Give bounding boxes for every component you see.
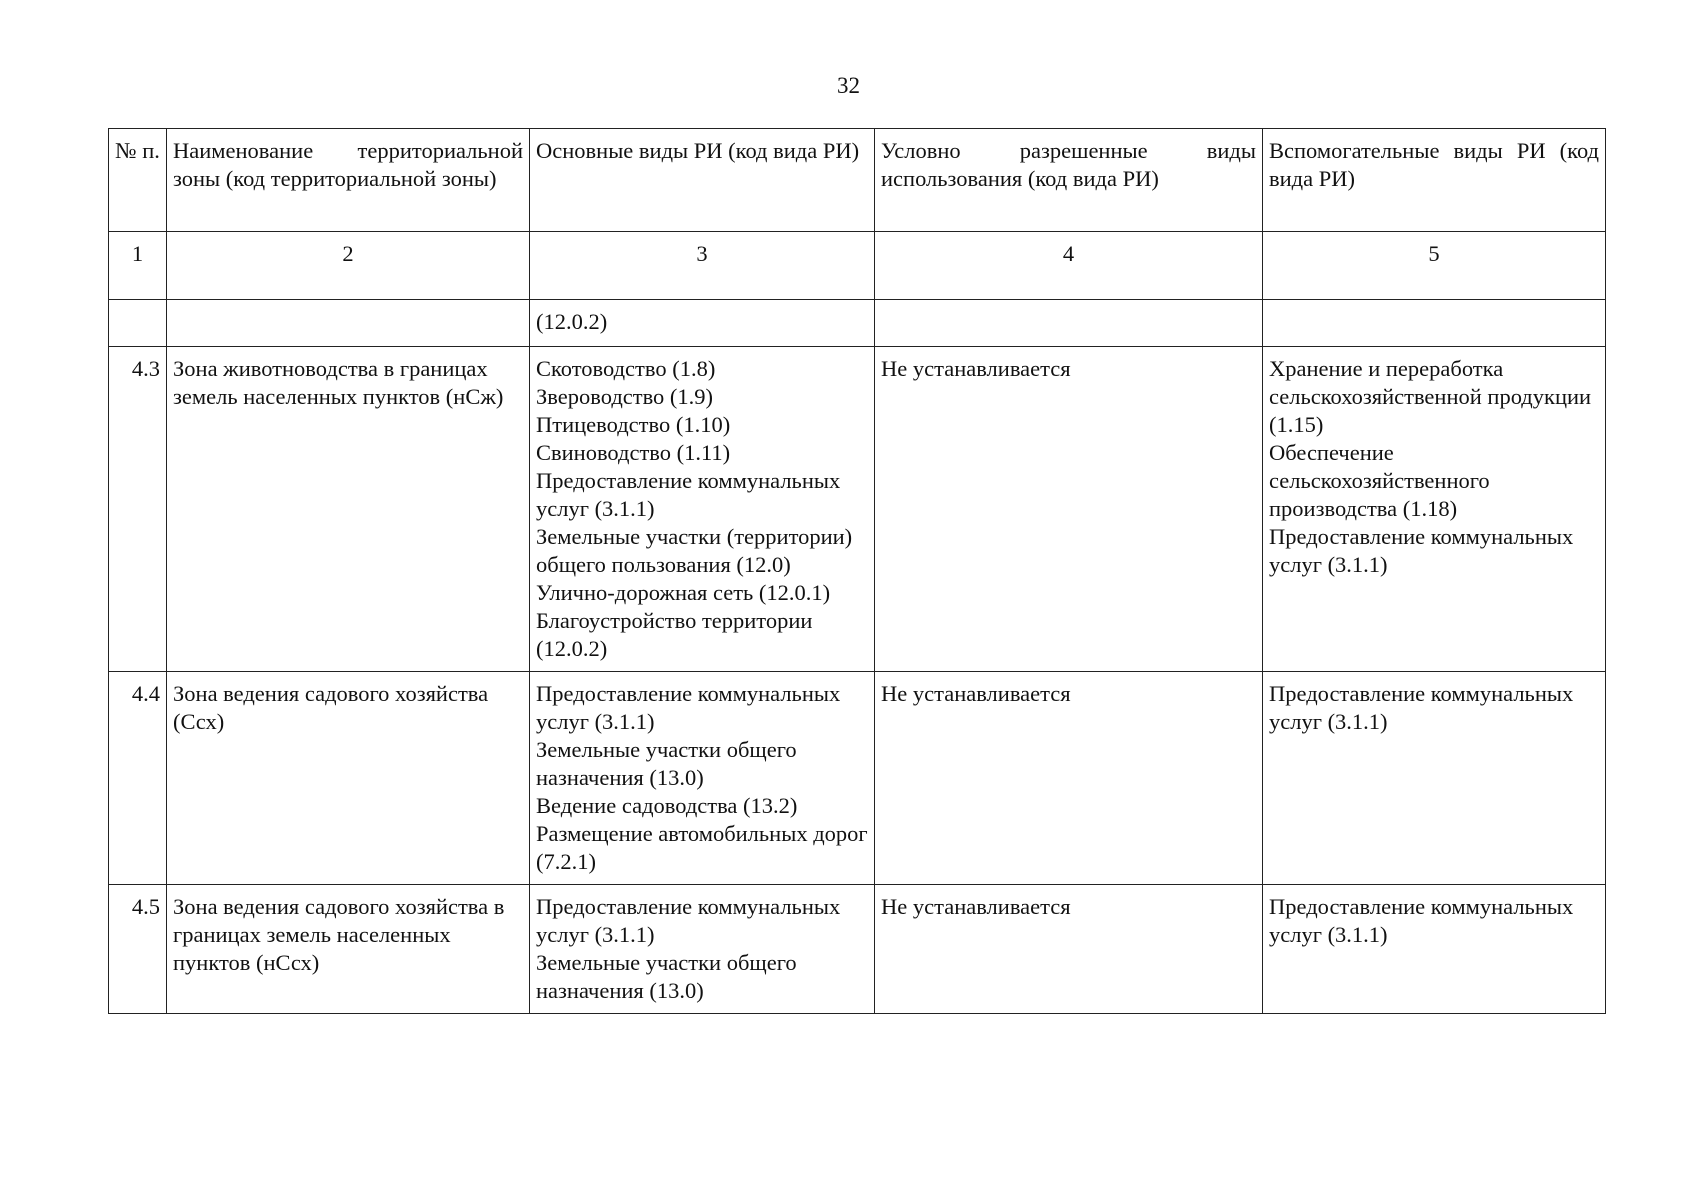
main-uses-cell <box>530 885 875 1014</box>
header-conditional-uses: Условно разрешенные виды использования (код вида РИ) <box>875 129 1263 232</box>
table-row <box>109 300 1606 347</box>
main-use-item: Ведение садоводства (13.2) <box>536 793 798 818</box>
conditional-uses-cell <box>875 347 1263 672</box>
zone-name: Зона ведения садового хозяйства (Ссх) <box>173 681 489 734</box>
main-uses-cell <box>530 672 875 885</box>
row-number-text: 4.4 <box>131 681 160 706</box>
table-row <box>109 672 1606 885</box>
main-use-item: Предоставление коммунальных услуг (3.1.1) <box>536 681 841 734</box>
row-number <box>109 347 167 672</box>
main-use-item: Благоустройство территории (12.0.2) <box>536 608 813 661</box>
conditional-use: Не устанавливается <box>881 681 1071 706</box>
row-number <box>109 885 167 1014</box>
header-number: № п. <box>109 129 167 232</box>
main-uses-cell <box>530 300 875 347</box>
column-number: 5 <box>1263 232 1606 300</box>
zone-name-cell <box>167 672 530 885</box>
zones-table <box>108 128 1606 1014</box>
column-number: 2 <box>167 232 530 300</box>
zone-name-cell <box>167 347 530 672</box>
zone-name-cell <box>167 885 530 1014</box>
column-number-row <box>109 232 1606 300</box>
row-number-text: 4.5 <box>131 894 160 919</box>
main-use-item: Свиноводство (1.11) <box>536 440 731 465</box>
table-header-row <box>109 129 1606 232</box>
header-main-uses: Основные виды РИ (код вида РИ) <box>530 129 875 232</box>
auxiliary-use-item: Хранение и переработка сельскохозяйственной продукции (1.15) <box>1269 356 1592 437</box>
auxiliary-uses-cell <box>1263 347 1606 672</box>
table-row <box>109 885 1606 1014</box>
page-number: 32 <box>837 73 860 98</box>
auxiliary-uses-cell <box>1263 672 1606 885</box>
auxiliary-use-item: Предоставление коммунальных услуг (3.1.1) <box>1269 894 1574 947</box>
auxiliary-use-item: Обеспечение сельскохозяйственного производства (1.18) <box>1269 440 1490 521</box>
conditional-uses-cell <box>875 300 1263 347</box>
zone-name: Зона животноводства в границах земель населенных пунктов (нСж) <box>173 356 504 409</box>
main-use-item: Скотоводство (1.8) <box>536 356 716 381</box>
row-number <box>109 672 167 885</box>
main-use-item: Земельные участки общего назначения (13.0) <box>536 950 797 1003</box>
auxiliary-use-item: Предоставление коммунальных услуг (3.1.1) <box>1269 681 1574 734</box>
table-row <box>109 347 1606 672</box>
header-zone-name: Наименование территориальной зоны (код территориальной зоны) <box>167 129 530 232</box>
auxiliary-uses-cell <box>1263 885 1606 1014</box>
main-use-item: Предоставление коммунальных услуг (3.1.1) <box>536 468 841 521</box>
auxiliary-uses-cell <box>1263 300 1606 347</box>
main-use-item: Размещение автомобильных дорог (7.2.1) <box>536 821 868 874</box>
column-number: 3 <box>530 232 875 300</box>
main-use-item: Звероводство (1.9) <box>536 384 714 409</box>
main-use-item: Улично-дорожная сеть (12.0.1) <box>536 580 831 605</box>
conditional-uses-cell <box>875 885 1263 1014</box>
conditional-uses-cell <box>875 672 1263 885</box>
conditional-use: Не устанавливается <box>881 894 1071 919</box>
main-use-item: Земельные участки общего назначения (13.0) <box>536 737 797 790</box>
auxiliary-use-item: Предоставление коммунальных услуг (3.1.1) <box>1269 524 1574 577</box>
row-number <box>109 300 167 347</box>
main-use-item: Земельные участки (территории) общего пользования (12.0) <box>536 524 853 577</box>
main-use-item: Птицеводство (1.10) <box>536 412 731 437</box>
column-number: 4 <box>875 232 1263 300</box>
conditional-use: Не устанавливается <box>881 356 1071 381</box>
main-uses-cell <box>530 347 875 672</box>
main-use-item: (12.0.2) <box>536 309 608 334</box>
zone-name-cell <box>167 300 530 347</box>
column-number: 1 <box>109 232 167 300</box>
zone-name: Зона ведения садового хозяйства в границах земель населенных пунктов (нСсх) <box>173 894 505 975</box>
header-auxiliary-uses: Вспомогательные виды РИ (код вида РИ) <box>1263 129 1606 232</box>
row-number-text: 4.3 <box>131 356 160 381</box>
main-use-item: Предоставление коммунальных услуг (3.1.1) <box>536 894 841 947</box>
